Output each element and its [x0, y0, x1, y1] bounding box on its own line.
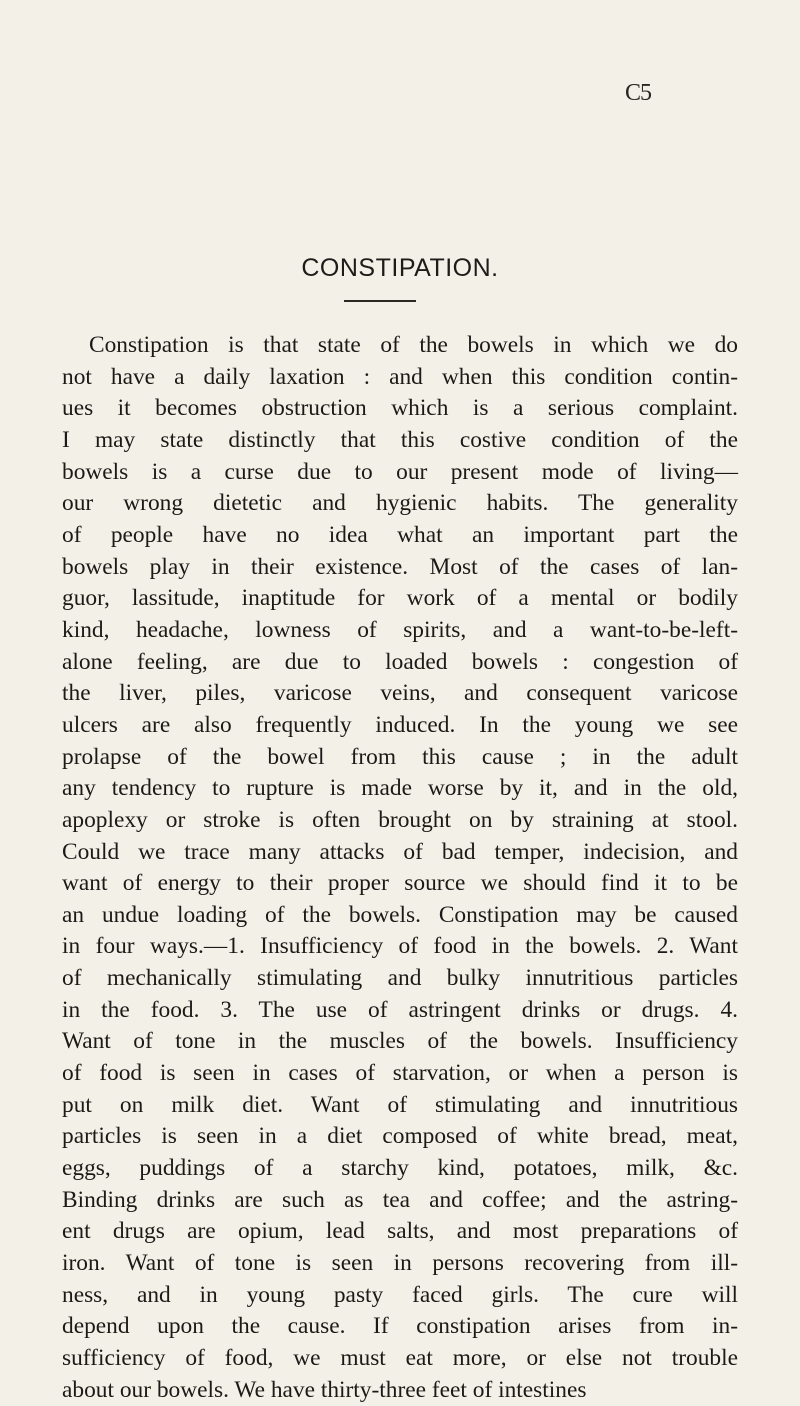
text-line: of mechanically stimulating and bulky innutritious particles [62, 965, 738, 992]
page-title: CONSTIPATION. [301, 254, 499, 282]
text-line: apoplexy or stroke is often brought on by straining at stool. [62, 806, 738, 833]
text-line: our wrong dietetic and hygienic habits. The generality [62, 490, 738, 517]
text-line: ness, and in young pasty faced girls. The cure will [62, 1281, 738, 1308]
text-line: not have a daily laxation : and when this condition contin- [62, 363, 738, 390]
text-line: eggs, puddings of a starchy kind, potatoes, milk, &c. [62, 1155, 738, 1182]
text-line: iron. Want of tone is seen in persons recovering from ill- [62, 1250, 738, 1277]
text-line: about our bowels. We have thirty-three feet of intestines [62, 1376, 587, 1403]
text-line: an undue loading of the bowels. Constipation may be caused [62, 901, 738, 928]
signature-mark: C5 [625, 80, 652, 106]
text-line: depend upon the cause. If constipation arises from in- [62, 1313, 738, 1340]
text-line: sufficiency of food, we must eat more, or else not trouble [62, 1345, 738, 1371]
text-line: any tendency to rupture is made worse by it, and in the old, [62, 775, 738, 802]
text-line: in the food. 3. The use of astringent drinks or drugs. 4. [62, 996, 738, 1023]
text-line: prolapse of the bowel from this cause ; in the adult [62, 743, 738, 770]
text-line: guor, lassitude, inaptitude for work of a mental or bodily [62, 585, 738, 612]
text-line: bowels is a curse due to our present mode of living— [62, 458, 738, 485]
text-line: Binding drinks are such as tea and coffee; and the astring- [62, 1186, 738, 1213]
text-line: in four ways.—1. Insufficiency of food in the bowels. 2. Want [62, 933, 738, 960]
text-line: ent drugs are opium, lead salts, and most preparations of [62, 1218, 738, 1245]
text-line: put on milk diet. Want of stimulating and innutritious [62, 1091, 738, 1118]
text-line: ues it becomes obstruction which is a serious complaint. [62, 395, 738, 422]
text-line: particles is seen in a diet composed of white bread, meat, [62, 1123, 738, 1150]
body-paragraph [62, 330, 738, 1406]
text-line: Could we trace many attacks of bad temper, indecision, and [62, 838, 738, 865]
text-line: the liver, piles, varicose veins, and consequent varicose [62, 680, 738, 707]
title-divider [344, 300, 416, 302]
text-line: Constipation is that state of the bowels in which we do [89, 332, 738, 358]
text-line: of food is seen in cases of starvation, or when a person is [62, 1060, 738, 1087]
text-line: ulcers are also frequently induced. In the young we see [62, 711, 738, 738]
text-line: want of energy to their proper source we should find it to be [62, 870, 738, 897]
text-line: Want of tone in the muscles of the bowels. Insufficiency [62, 1028, 738, 1055]
text-line: alone feeling, are due to loaded bowels : congestion of [62, 648, 738, 675]
text-line: I may state distinctly that this costive condition of the [62, 426, 738, 453]
text-line: bowels play in their existence. Most of the cases of lan- [62, 553, 738, 580]
text-line: kind, headache, lowness of spirits, and a want-to-be-left- [62, 616, 738, 643]
text-line: of people have no idea what an important part the [62, 521, 738, 548]
